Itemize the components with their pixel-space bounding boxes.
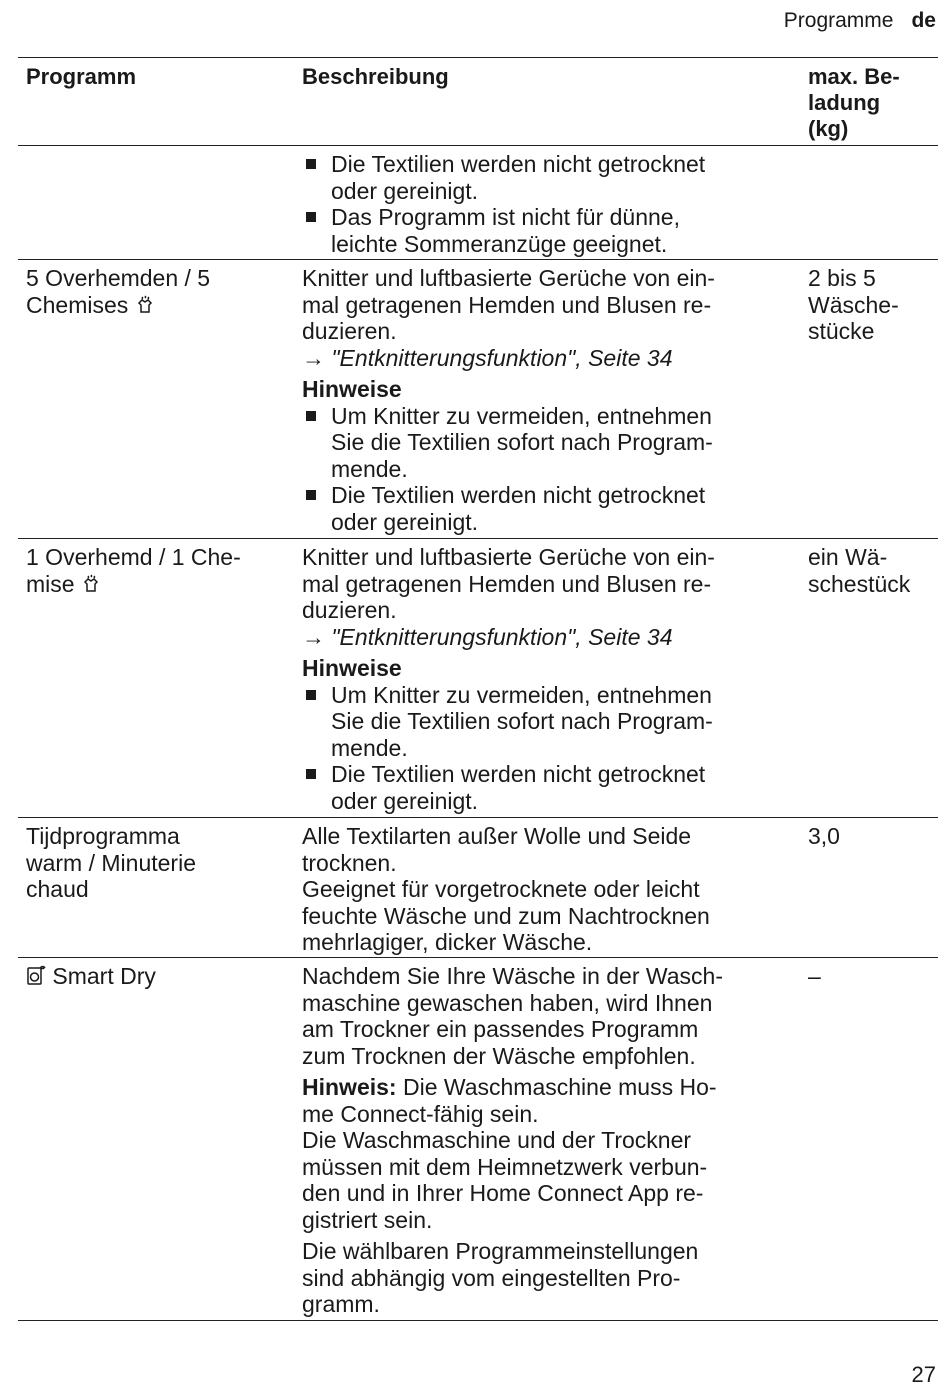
section-title: Programme (783, 9, 894, 32)
program-description-1-overhemd: Knitter und luftbasierte Gerüche von ein- mal getragenen Hemden und Blusen re- duzieren. → "Entknitterungsfunktion", Seite 34 Hinweise Um Knitter zu vermeiden, entnehmen Sie die Textilien sofort nach Program- mende. Die Textilien werden nicht getrocknet oder gereinigt. (302, 544, 715, 814)
language-code: de (911, 9, 936, 32)
note-line: Hinweis: Die Waschmaschine muss Ho- (302, 1074, 717, 1100)
program-description-smart-dry: Nachdem Sie Ihre Wäsche in der Wasch- maschine gewaschen haben, wird Ihnen am Trockner ein passendes Programm zum Trocknen der Wäsche empfohlen. Hinweis: Die Waschmaschine muss Ho- me Connect-fähig sein. Die Waschmaschine und der Trockner müssen mit dem Heimnetzwerk verbun- den und in Ihrer Home Connect App re- gistriert sein. Die wählbaren Programmeinstellungen sind abhängig vom eingestellten Pro- gramm. (302, 963, 723, 1317)
cross-reference: → "Entknitterungsfunktion", Seite 34 (302, 623, 673, 650)
table-top-rule (18, 57, 938, 58)
max-load-5-overhemden: 2 bis 5 Wäsche- stücke (808, 265, 899, 344)
steam-shirt-icon (135, 294, 155, 321)
page-header (784, 8, 936, 35)
row-rule (18, 817, 938, 818)
note-title: Hinweise (302, 655, 402, 681)
row-rule (18, 538, 938, 539)
header-rule (18, 145, 938, 146)
bullet-item: Die Textilien werden nicht getrocknet oder gereinigt. (302, 151, 705, 204)
table-bottom-rule (18, 1320, 938, 1321)
program-name-smart-dry: Smart Dry (26, 963, 156, 992)
column-header-beschreibung: Beschreibung (302, 64, 449, 89)
row-rule (18, 259, 938, 260)
smart-dry-icon (26, 964, 46, 992)
program-name-1-overhemd: 1 Overhemd / 1 Che- mise (26, 544, 241, 599)
max-load-1-overhemd: ein Wä- schestück (808, 544, 911, 597)
cross-reference: → "Entknitterungsfunktion", Seite 34 (302, 344, 673, 371)
steam-shirt-icon (81, 573, 101, 600)
bullet-item: Um Knitter zu vermeiden, entnehmen Sie die Textilien sofort nach Program- mende. (302, 403, 715, 483)
max-load-tijdprogramma: 3,0 (808, 823, 840, 849)
row-continuation-description (302, 151, 705, 257)
program-name-tijdprogramma: Tijdprogramma warm / Minuterie chaud (26, 823, 196, 902)
note-title: Hinweise (302, 376, 402, 402)
column-header-max-beladung: max. Be- ladung (kg) (808, 64, 900, 141)
max-load-smart-dry: – (808, 963, 821, 989)
program-description-tijdprogramma: Alle Textilarten außer Wolle und Seide trocknen. Geeignet für vorgetrocknete oder leicht feuchte Wäsche und zum Nachtrocknen mehrlagiger, dicker Wäsche. (302, 823, 710, 955)
bullet-item: Die Textilien werden nicht getrocknet oder gereinigt. (302, 482, 715, 535)
program-name-5-overhemden: 5 Overhemden / 5 Chemises (26, 265, 210, 320)
bullet-item: Um Knitter zu vermeiden, entnehmen Sie die Textilien sofort nach Program- mende. (302, 682, 715, 762)
bullet-item: Die Textilien werden nicht getrocknet oder gereinigt. (302, 761, 715, 814)
row-rule (18, 957, 938, 958)
bullet-item: Das Programm ist nicht für dünne, leichte Sommeranzüge geeignet. (302, 204, 705, 257)
program-description-5-overhemden: Knitter und luftbasierte Gerüche von ein- mal getragenen Hemden und Blusen re- duzieren. → "Entknitterungsfunktion", Seite 34 Hinweise Um Knitter zu vermeiden, entnehmen Sie die Textilien sofort nach Program- mende. Die Textilien werden nicht getrocknet oder gereinigt. (302, 265, 715, 535)
column-header-programm: Programm (26, 64, 137, 89)
page-number: 27 (911, 1361, 936, 1387)
